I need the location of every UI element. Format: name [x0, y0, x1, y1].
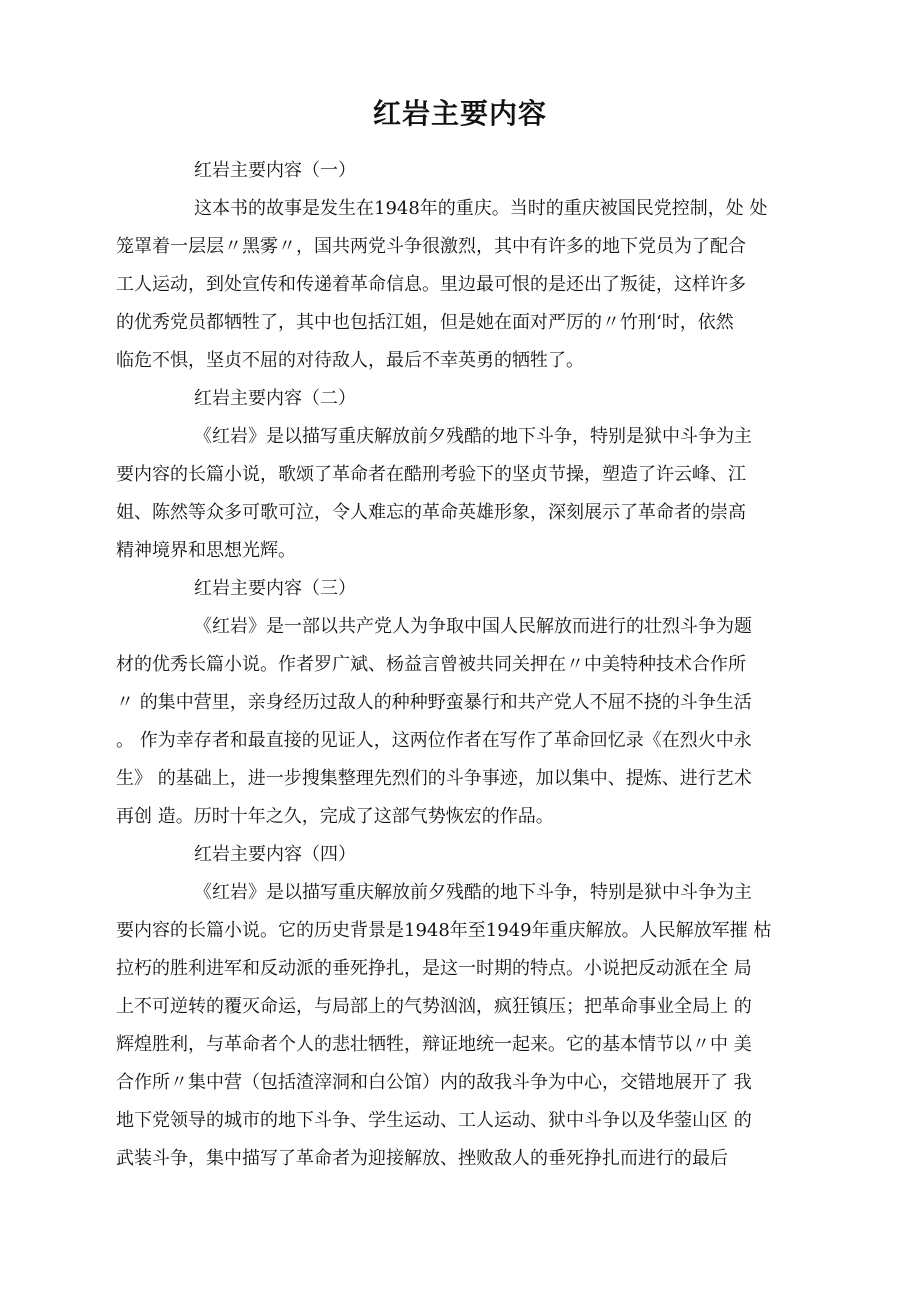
section-2: [116, 380, 810, 570]
paragraph-line: 。 作为幸存者和最直接的见证人，这两位作者在写作了革命回忆录《在烈火中永: [116, 730, 752, 751]
paragraph-line: 《红岩》是以描写重庆解放前夕残酷的地下斗争，特别是狱中斗争为主: [194, 882, 752, 903]
section-paragraph: [116, 608, 810, 836]
paragraph-line: 〃 的集中营里，亲身经历过敌人的种种野蛮暴行和共产党人不屈不挠的斗争生活: [116, 692, 752, 713]
paragraph-line: 笼罩着一层层〃黑雾〃，国共两党斗争很激烈，其中有许多的地下党员为了配合: [116, 236, 746, 257]
paragraph-line: 辉煌胜利，与革命者个人的悲壮牺牲，辩证地统一起来。它的基本情节以〃中 美: [116, 1034, 752, 1055]
paragraph-line: 工人运动，到处宣传和传递着革命信息。里边最可恨的是还出了叛徒，这样许多: [116, 274, 746, 295]
section-heading: 红岩主要内容（二）: [194, 388, 356, 409]
paragraph-line: 地下党领导的城市的地下斗争、学生运动、工人运动、狱中斗争以及华蓥山区 的: [116, 1110, 752, 1131]
paragraph-line: 合作所〃集中营（包括渣滓洞和白公馆）内的敌我斗争为中心，交错地展开了 我: [116, 1072, 752, 1093]
document-body: [116, 152, 810, 1178]
paragraph-line: 这本书的故事是发生在1948年的重庆。当时的重庆被国民党控制，处 处: [194, 198, 768, 219]
paragraph-line: 《红岩》是以描写重庆解放前夕残酷的地下斗争，特别是狱中斗争为主: [194, 426, 752, 447]
paragraph-line: 姐、陈然等众多可歌可泣，令人难忘的革命英雄形象，深刻展示了革命者的崇高: [116, 502, 746, 523]
section-4: [116, 836, 810, 1178]
section-3: [116, 570, 810, 836]
paragraph-line: 上不可逆转的覆灭命运，与局部上的气势汹汹，疯狂镇压；把革命事业全局上 的: [116, 996, 752, 1017]
section-paragraph: [116, 190, 810, 380]
paragraph-line: 生》 的基础上，进一步搜集整理先烈们的斗争事迹，加以集中、提炼、进行艺术: [116, 768, 752, 789]
section-heading: 红岩主要内容（三）: [194, 578, 356, 599]
paragraph-line: 再创 造。历时十年之久，完成了这部气势恢宏的作品。: [116, 806, 554, 827]
document-title: 红岩主要内容: [372, 97, 547, 130]
paragraph-line: 要内容的长篇小说，歌颂了革命者在酷刑考验下的坚贞节操，塑造了许云峰、江: [116, 464, 746, 485]
paragraph-line: 精神境界和思想光辉。: [116, 540, 296, 561]
section-paragraph: [116, 874, 810, 1178]
paragraph-line: 材的优秀长篇小说。作者罗广斌、杨益言曾被共同关押在〃中美特种技术合作所: [116, 654, 746, 675]
section-heading: 红岩主要内容（四）: [194, 844, 356, 865]
paragraph-line: 要内容的长篇小说。它的历史背景是1948年至1949年重庆解放。人民解放军摧 枯: [116, 920, 772, 941]
paragraph-line: 临危不惧，坚贞不屈的对待敌人，最后不幸英勇的牺牲了。: [116, 350, 584, 371]
section-heading: 红岩主要内容（一）: [194, 160, 356, 181]
paragraph-line: 《红岩》是一部以共产党人为争取中国人民解放而进行的壮烈斗争为题: [194, 616, 752, 637]
section-1: [116, 152, 810, 380]
paragraph-line: 武装斗争，集中描写了革命者为迎接解放、挫败敌人的垂死挣扎而进行的最后: [116, 1148, 728, 1169]
section-paragraph: [116, 418, 810, 570]
paragraph-line: 拉朽的胜利进军和反动派的垂死挣扎，是这一时期的特点。小说把反动派在全 局: [116, 958, 752, 979]
paragraph-line: 的优秀党员都牺牲了，其中也包括江姐，但是她在面对严厉的〃竹刑‘时，依然: [116, 312, 734, 333]
